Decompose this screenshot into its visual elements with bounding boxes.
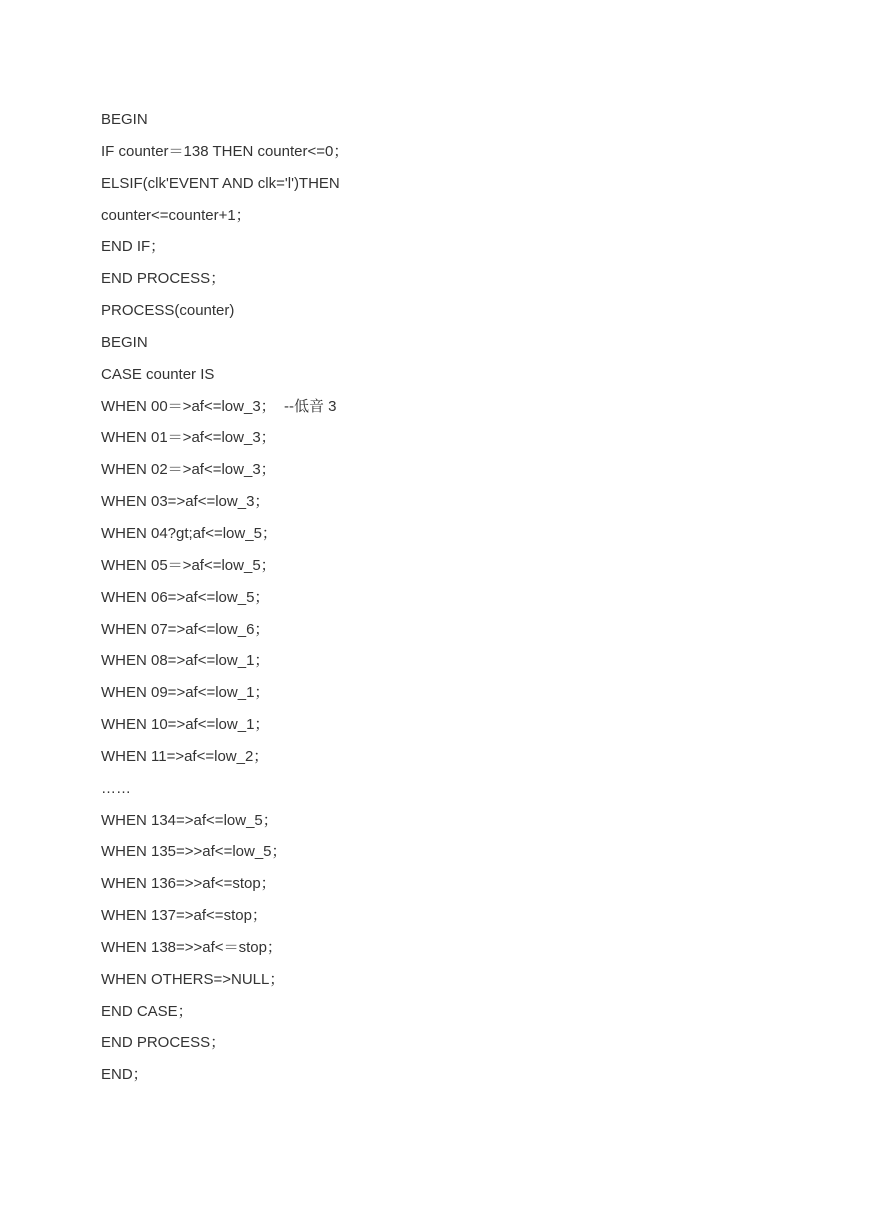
code-line: IF counter＝138 THEN counter<=0； [101, 142, 349, 160]
code-line: WHEN 135=>>af<=low_5； [101, 843, 287, 861]
code-line: WHEN 01＝>af<=low_3； [101, 429, 276, 447]
code-line: counter<=counter+1； [101, 206, 251, 224]
code-line: WHEN 136=>>af<=stop； [101, 875, 276, 893]
code-line: WHEN 02＝>af<=low_3； [101, 461, 276, 479]
code-line: BEGIN [101, 333, 148, 351]
code-line: WHEN 11=>af<=low_2； [101, 747, 269, 765]
code-line: WHEN 09=>af<=low_1； [101, 684, 270, 702]
code-line: WHEN 04?gt;af<=low_5； [101, 524, 277, 542]
code-line: ELSIF(clk'EVENT AND clk='l')THEN [101, 174, 340, 192]
code-line: WHEN 07=>af<=low_6； [101, 620, 270, 638]
code-line: END PROCESS； [101, 270, 226, 288]
code-line: WHEN 00＝>af<=low_3； --低音 3 [101, 397, 337, 415]
code-line: CASE counter IS [101, 365, 215, 383]
code-line: WHEN OTHERS=>NULL； [101, 970, 285, 988]
code-line: END； [101, 1066, 148, 1084]
code-line: WHEN 03=>af<=low_3； [101, 493, 270, 511]
code-line: …… [101, 779, 131, 797]
code-line: WHEN 137=>af<=stop； [101, 907, 267, 925]
code-line: WHEN 10=>af<=low_1； [101, 716, 270, 734]
code-line: END PROCESS； [101, 1034, 226, 1052]
code-line: END IF； [101, 238, 166, 256]
code-line: WHEN 134=>af<=low_5； [101, 811, 278, 829]
code-line: WHEN 06=>af<=low_5； [101, 588, 270, 606]
code-line: PROCESS(counter) [101, 302, 235, 320]
code-line: WHEN 05＝>af<=low_5； [101, 556, 276, 574]
code-line: END CASE； [101, 1002, 193, 1020]
code-line: WHEN 138=>>af<＝stop； [101, 938, 282, 956]
vhdl-code-block [101, 111, 348, 1098]
code-line: WHEN 08=>af<=low_1； [101, 652, 270, 670]
code-line: BEGIN [101, 111, 148, 128]
